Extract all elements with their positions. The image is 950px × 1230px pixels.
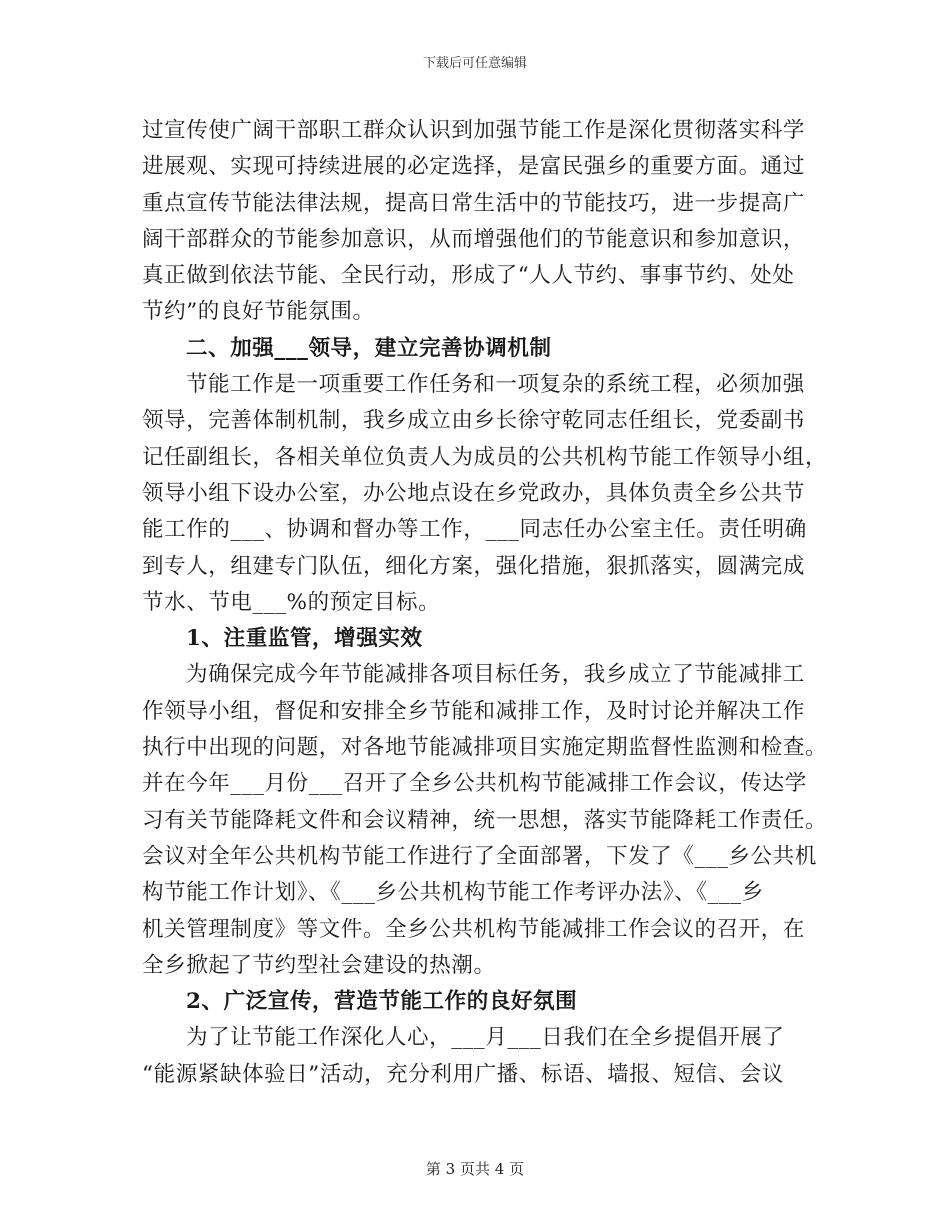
- text-line: 作领导小组，督促和安排全乡节能和减排工作，及时讨论并解决工作: [142, 698, 806, 724]
- text-line: 为了让节能工作深化人心，___月___日我们在全乡提倡开展了: [186, 1025, 785, 1051]
- text-line: 习有关节能降耗文件和会议精神，统一思想，落实节能降耗工作责任。: [142, 807, 828, 833]
- text-line: 为确保完成今年节能减排各项目标任务，我乡成立了节能减排工: [186, 662, 805, 688]
- text-line: “能源紧缺体验日”活动，充分利用广播、标语、墙报、短信、会议: [142, 1061, 784, 1087]
- text-line: 能工作的___、协调和督办等工作，___同志任办公室主任。责任明确: [142, 517, 807, 543]
- document-body: [142, 113, 828, 1093]
- text-line: 领导小组下设办公室，办公地点设在乡党政办，具体负责全乡公共节: [142, 480, 806, 506]
- text-line: 到专人，组建专门队伍，细化方案，强化措施，狠抓落实，圆满完成: [142, 553, 806, 579]
- text-line: 节水、节电___%的预定目标。: [142, 589, 441, 615]
- page-number: 第 3 页共 4 页: [425, 1160, 525, 1178]
- text-line: 机关管理制度》等文件。全乡公共机构节能减排工作会议的召开，在: [142, 916, 806, 942]
- section-heading: 1、注重监管，增强实效: [186, 626, 423, 652]
- section-heading: 2、广泛宣传，营造节能工作的良好氛围: [186, 989, 578, 1015]
- text-line: 过宣传使广阔干部职工群众认识到加强节能工作是深化贯彻落实科学: [142, 118, 806, 143]
- text-line: 记任副组长，各相关单位负责人为成员的公共机构节能工作领导小组，: [142, 444, 828, 470]
- page-header: 下载后可任意编辑: [422, 56, 527, 71]
- text-line: 重点宣传节能法律法规，提高日常生活中的节能技巧，进一步提高广: [142, 190, 806, 216]
- text-line: 构节能工作计划》、《___乡公共机构节能工作考评办法》、《___乡: [142, 880, 764, 906]
- section-heading: 二、加强___领导，建立完善协调机制: [186, 335, 552, 361]
- text-line: 真正做到依法节能、全民行动，形成了“人人节约、事事节约、处处: [142, 263, 795, 289]
- text-line: 全乡掀起了节约型社会建设的热潮。: [142, 952, 496, 978]
- text-line: 阔干部群众的节能参加意识，从而增强他们的节能意识和参加意识，: [142, 226, 806, 252]
- text-line: 会议对全年公共机构节能工作进行了全面部署，下发了《___乡公共机: [142, 843, 817, 869]
- text-line: 节约”的良好节能氛围。: [142, 299, 375, 325]
- text-line: 执行中出现的问题，对各地节能减排项目实施定期监督性监测和检查。: [142, 735, 828, 761]
- text-line: 领导，完善体制机制，我乡成立由乡长徐守乾同志任组长，党委副书: [142, 408, 806, 434]
- text-line: 节能工作是一项重要工作任务和一项复杂的系统工程，必须加强: [186, 372, 805, 398]
- text-line: 进展观、实现可持续进展的必定选择，是富民强乡的重要方面。通过: [142, 154, 806, 180]
- text-line: 并在今年___月份___召开了全乡公共机构节能减排工作会议，传达学: [142, 771, 807, 797]
